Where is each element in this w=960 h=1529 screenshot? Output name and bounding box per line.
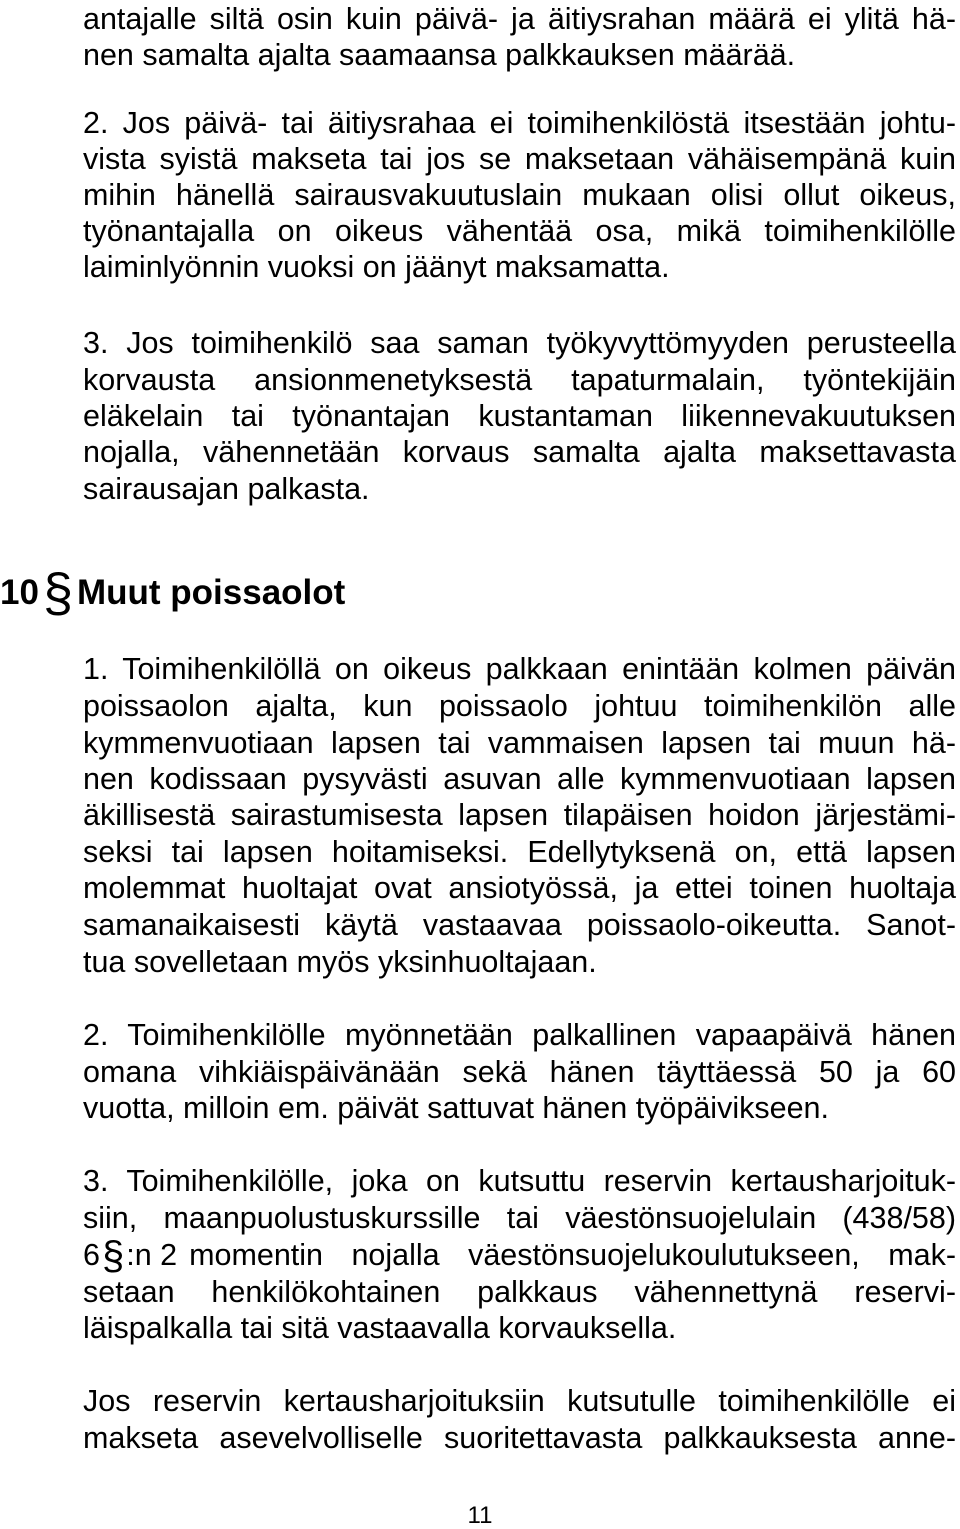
- s3-line: setaan henkilökohtainen palkkaus vähennettynä reservi-: [83, 1275, 956, 1309]
- s3-line: läispalkalla tai sitä vastaavalla korvauksella.: [83, 1311, 677, 1345]
- s3-line-ref: 6§:n 2 momentin nojalla väestönsuojelukoulutukseen, mak-: [83, 1234, 956, 1278]
- s2-line: 2. Toimihenkilölle myönnetään palkallinen vapaapäivä hänen: [83, 1018, 956, 1052]
- s4-line: makseta asevelvolliselle suoritettavasta palkkauksesta anne-: [83, 1421, 956, 1455]
- section-title: Muut poissaolot: [76, 573, 346, 612]
- item2-line: 2. Jos päivä- tai äitiysrahaa ei toimihenkilöstä itsestään johtu-: [83, 106, 956, 140]
- intro-line: nen samalta ajalta saamaansa palkkauksen määrää.: [83, 38, 796, 72]
- item3-line: 3. Jos toimihenkilö saa saman työkyvyttömyyden perusteella: [83, 326, 956, 360]
- item2-line: laiminlyönnin vuoksi on jäänyt maksamatta.: [83, 250, 670, 284]
- section-symbol: §: [42, 562, 73, 623]
- section-number: 10: [0, 573, 39, 612]
- item3-line: korvausta ansionmenetyksestä tapaturmalain, työntekijäin: [83, 363, 956, 397]
- item3-line: sairausajan palkasta.: [83, 472, 370, 506]
- intro-line: antajalle siltä osin kuin päivä- ja äitiysrahan määrä ei ylitä hä-: [83, 2, 956, 36]
- s1-line: nen kodissaan pysyvästi asuvan alle kymmenvuotiaan lapsen: [83, 762, 956, 796]
- item2-line: vista syistä makseta tai jos se maksetaan vähäisempänä kuin: [83, 142, 956, 176]
- s1-line: poissaolon ajalta, kun poissaolo johtuu toimihenkilön alle: [83, 689, 956, 723]
- s3-line: 3. Toimihenkilölle, joka on kutsuttu reservin kertausharjoituk-: [83, 1164, 956, 1198]
- s3-line: siin, maanpuolustuskurssille tai väestönsuojelulain (438/58): [83, 1201, 956, 1235]
- section-heading: [0, 562, 346, 623]
- s2-line: omana vihkiäispäivänään sekä hänen täyttäessä 50 ja 60: [83, 1055, 956, 1089]
- s1-line: seksi tai lapsen hoitamiseksi. Edellytyksenä on, että lapsen: [83, 835, 956, 869]
- item3-line: eläkelain tai työnantajan kustantaman liikennevakuutuksen: [83, 399, 956, 433]
- s1-line: samanaikaisesti käytä vastaavaa poissaolo-oikeutta. Sanot-: [83, 908, 956, 942]
- item2-line: mihin hänellä sairausvakuutuslain mukaan olisi ollut oikeus,: [83, 178, 956, 212]
- law-reference: 6§:n 2: [83, 1234, 178, 1278]
- item2-line: työnantajalla on oikeus vähentää osa, mikä toimihenkilölle: [83, 214, 956, 248]
- item3-line: nojalla, vähennetään korvaus samalta ajalta maksettavasta: [83, 435, 956, 469]
- s1-line: tua sovelletaan myös yksinhuoltajaan.: [83, 945, 597, 979]
- s4-line: Jos reservin kertausharjoituksiin kutsutulle toimihenkilölle ei: [83, 1384, 956, 1418]
- s1-line: äkillisestä sairastumisesta lapsen tilapäisen hoidon järjestämi-: [83, 798, 956, 832]
- page-number: 11: [467, 1502, 493, 1529]
- s1-line: molemmat huoltajat ovat ansiotyössä, ja ettei toinen huoltaja: [83, 871, 956, 905]
- s2-line: vuotta, milloin em. päivät sattuvat hänen työpäivikseen.: [83, 1091, 829, 1125]
- s1-line: kymmenvuotiaan lapsen tai vammaisen lapsen tai muun hä-: [83, 726, 956, 760]
- s1-line: 1. Toimihenkilöllä on oikeus palkkaan enintään kolmen päivän: [83, 652, 956, 686]
